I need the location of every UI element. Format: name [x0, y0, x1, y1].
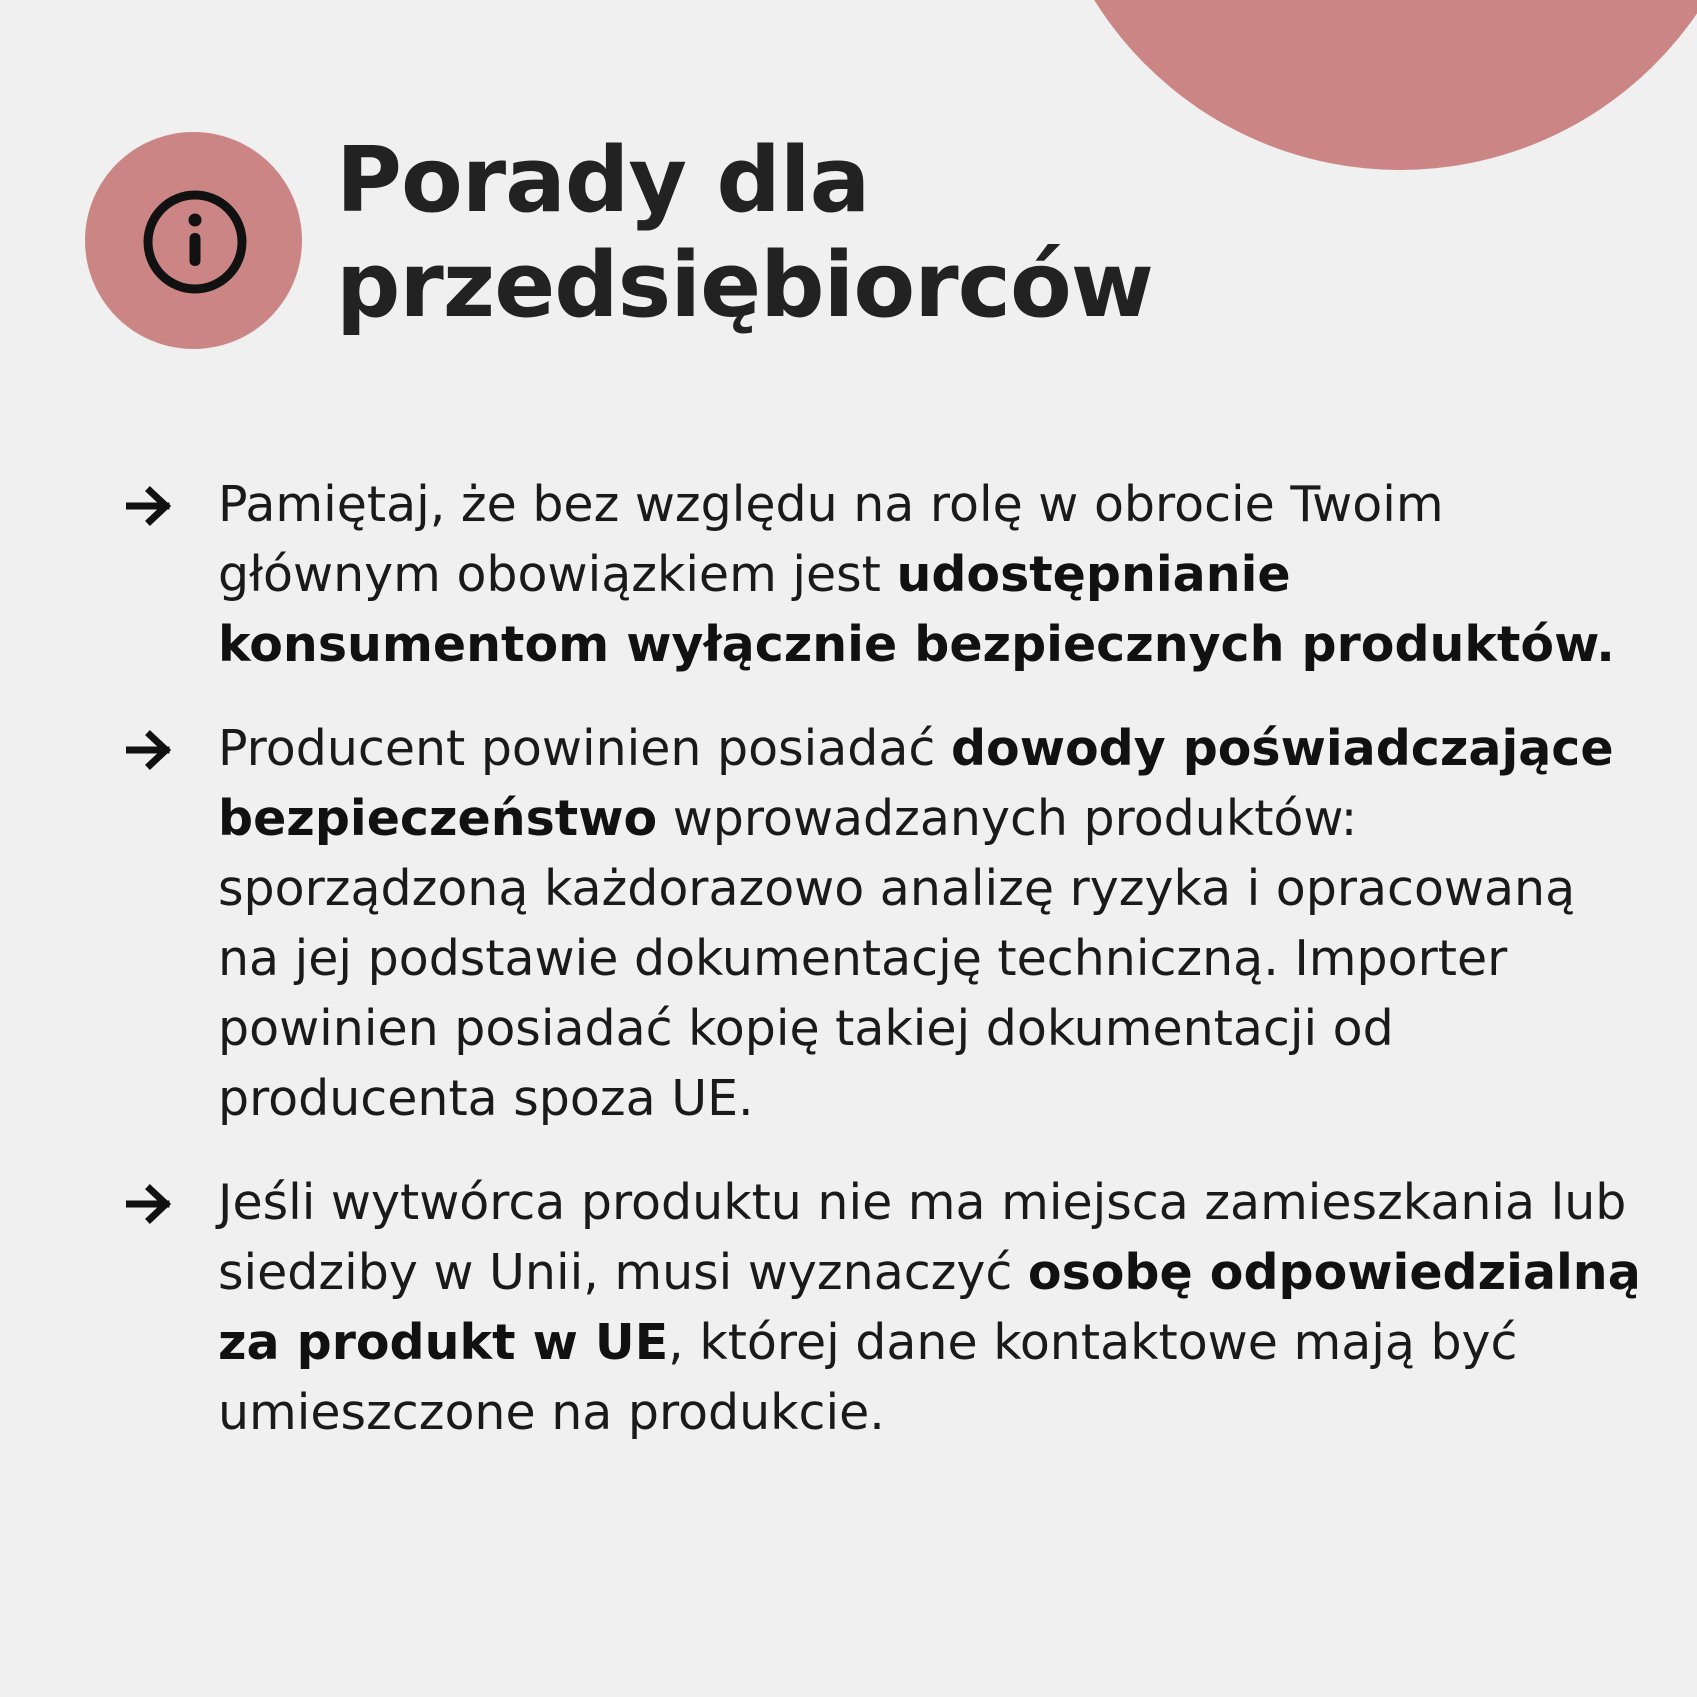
arrow-right-icon [126, 1184, 174, 1224]
tip-text-part: Jeśli wytwórca produktu nie ma miejsca zamieszkania lub siedziby w Unii, musi wyznaczyć [218, 1174, 1627, 1301]
tip-text-part: Producent powinien posiadać [218, 720, 951, 777]
list-item [126, 470, 1646, 680]
list-item [126, 714, 1646, 1134]
page-title [336, 128, 1153, 338]
tip-text-part: wprowadzanych produktów: sporządzoną każdorazowo analizę ryzyka i opracowaną na jej podstawie dokumentację techniczną. Importer powinien posiadać kopię takiej dokumentacji od producenta spoza UE. [218, 790, 1576, 1127]
tip-text-emphasis: osobę odpowiedzialną za produkt w UE [218, 1244, 1641, 1371]
tip-text-emphasis: udostępnianie konsumentom wyłącznie bezpiecznych produktów. [218, 546, 1615, 673]
tip-text-part: Pamiętaj, że bez względu na rolę w obrocie Twoim głównym obowiązkiem jest [218, 476, 1444, 603]
arrow-right-icon [126, 730, 174, 770]
tip-text-emphasis: dowody poświadczające bezpieczeństwo [218, 720, 1614, 847]
title-line-2: przedsiębiorców [336, 233, 1153, 338]
arrow-right-icon [126, 486, 174, 526]
tips-list [126, 470, 1646, 1482]
title-line-1: Porady dla [336, 128, 870, 233]
tip-text-part: , której dane kontaktowe mają być umieszczone na produkcie. [218, 1314, 1518, 1441]
tip-text [218, 720, 1614, 1127]
tip-text [218, 1174, 1641, 1441]
info-badge [85, 132, 302, 349]
tip-text [218, 476, 1615, 673]
list-item [126, 1168, 1646, 1448]
info-icon [85, 132, 302, 349]
